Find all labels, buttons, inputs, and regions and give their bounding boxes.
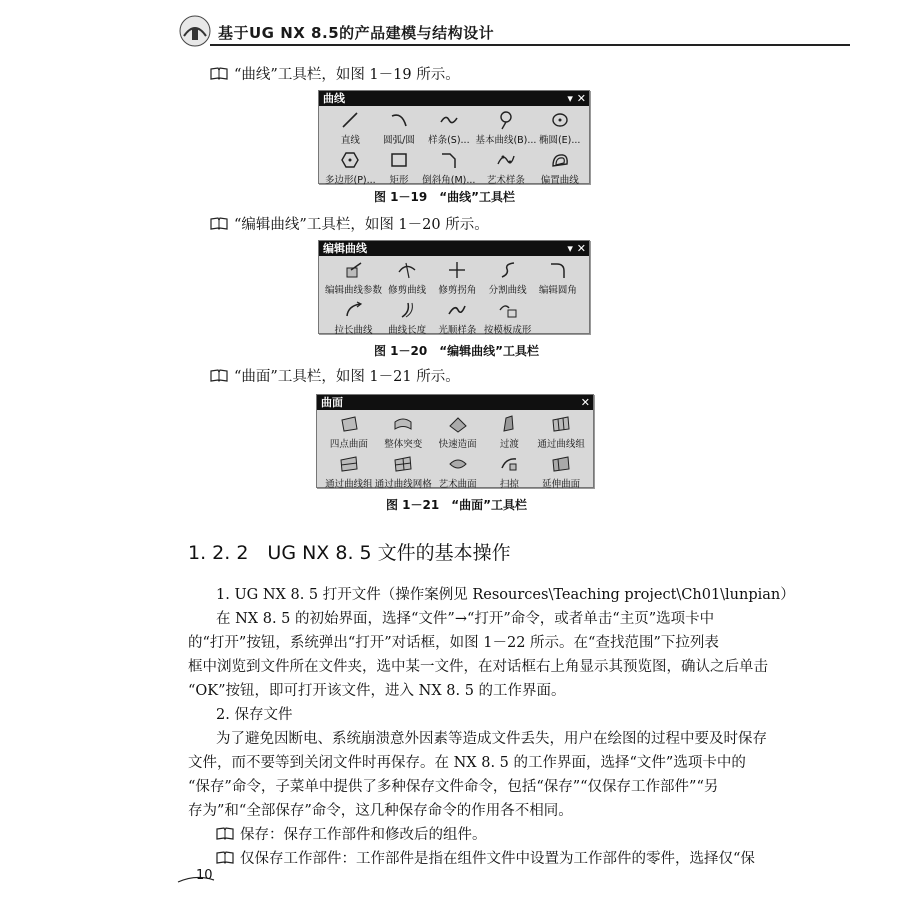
transition-icon — [498, 414, 520, 434]
figure-caption-1-19: 图 1－19 “曲线”工具栏 — [374, 190, 516, 204]
tool-line[interactable]: 直线 — [325, 110, 376, 146]
swept-icon — [498, 454, 520, 474]
rapid-surfacing-icon — [447, 414, 469, 434]
section-heading: 1. 2. 2 UG NX 8. 5 文件的基本操作 — [188, 542, 511, 564]
intro-edit-line — [210, 216, 489, 234]
paragraph-line: 文件，而不要等到关闭文件时再保存。在 NX 8. 5 的工作界面，选择“文件”选项卡中的 — [188, 755, 746, 771]
curve-mesh-icon — [392, 454, 414, 474]
tool-rectangle[interactable]: 矩形 — [376, 150, 423, 186]
edit-curve-toolbar — [318, 240, 590, 334]
tool-curve-length[interactable]: 曲线长度 — [382, 300, 432, 336]
bullet-save: 保存：保存工作部件和修改后的组件。 — [216, 826, 487, 844]
close-icon[interactable]: ▾ ✕ — [567, 92, 586, 105]
book-icon — [216, 827, 234, 840]
book-icon — [210, 67, 228, 80]
paragraph-line: “保存”命令，子菜单中提供了多种保存文件命令，包括“保存”“仅保存工作部件”“另 — [188, 779, 719, 795]
rectangle-icon — [388, 150, 410, 170]
book-icon — [210, 217, 228, 230]
paragraph-line: 在 NX 8. 5 的初始界面，选择“文件”→“打开”命令，或者单击“主页”选项卡中 — [216, 611, 715, 627]
tool-shape-by-template[interactable]: 按模板成形 — [483, 300, 533, 336]
tool-polygon[interactable]: 多边形(P)... — [325, 150, 376, 186]
book-logo-icon — [178, 14, 212, 48]
paragraph-line: 的“打开”按钮，系统弹出“打开”对话框，如图 1－22 所示。在“查找范围”下拉列表 — [188, 635, 719, 651]
tool-four-point-surface[interactable]: 四点曲面 — [323, 414, 375, 450]
through-curves-icon — [550, 414, 572, 434]
trim-curve-icon — [396, 260, 418, 280]
close-icon[interactable]: ▾ ✕ — [567, 242, 586, 255]
page-number: 10 — [196, 868, 213, 883]
intro-curve-line — [210, 66, 460, 84]
tool-through-curves-2[interactable]: 通过曲线组 — [323, 454, 375, 490]
stretch-curve-icon — [343, 300, 365, 320]
figure-caption-1-21: 图 1－21 “曲面”工具栏 — [386, 498, 528, 512]
tool-spline[interactable]: 样条(S)... — [422, 110, 475, 146]
extend-surface-icon — [550, 454, 572, 474]
surface-toolbar-title: 曲面 — [321, 396, 343, 409]
x-form-icon — [392, 414, 414, 434]
paragraph-line: 为了避免因断电、系统崩溃意外因素等造成文件丢失，用户在绘图的过程中要及时保存 — [216, 731, 767, 747]
tool-basic-curve[interactable]: 基本曲线(B)... — [475, 110, 536, 146]
header-title: 基于UG NX 8.5的产品建模与结构设计 — [218, 24, 495, 42]
tool-chamfer[interactable]: 倒斜角(M)... — [422, 150, 475, 186]
tool-edit-curve-params[interactable]: 编辑曲线参数 — [325, 260, 382, 296]
surface-toolbar — [316, 394, 594, 488]
intro-edit-text: “编辑曲线”工具栏，如图 1－20 所示。 — [234, 217, 489, 233]
figure-caption-1-20: 图 1－20 “编辑曲线”工具栏 — [374, 344, 540, 358]
paragraph-line: “OK”按钮，即可打开该文件，进入 NX 8. 5 的工作界面。 — [188, 683, 566, 699]
tool-ellipse[interactable]: 椭圆(E)... — [536, 110, 583, 146]
through-curves-icon — [338, 454, 360, 474]
paragraph-line: 存为”和“全部保存”命令，这几种保存命令的作用各不相同。 — [188, 803, 573, 819]
subheading-open-file: 1. UG NX 8. 5 打开文件（操作案例见 Resources\Teaching project\Ch01\lunpian） — [216, 587, 795, 603]
basic-curve-icon — [495, 110, 517, 130]
book-icon — [216, 851, 234, 864]
tool-transition[interactable]: 过渡 — [484, 414, 536, 450]
close-icon[interactable]: ✕ — [580, 396, 590, 409]
tool-extend-surface[interactable]: 延伸曲面 — [535, 454, 587, 490]
header-rule — [210, 44, 850, 46]
tool-offset-curve[interactable]: 偏置曲线 — [536, 150, 583, 186]
divide-curve-icon — [497, 260, 519, 280]
spline-icon — [438, 110, 460, 130]
tool-arc[interactable]: 圆弧/圆 — [376, 110, 423, 146]
tool-rapid-surfacing[interactable]: 快速造面 — [432, 414, 484, 450]
tool-divide-curve[interactable]: 分割曲线 — [483, 260, 533, 296]
trim-corner-icon — [446, 260, 468, 280]
tool-through-curve-mesh[interactable]: 通过曲线网格 — [375, 454, 432, 490]
tool-through-curves[interactable]: 通过曲线组 — [535, 414, 587, 450]
ellipse-icon — [549, 110, 571, 130]
edit-params-icon — [343, 260, 365, 280]
shape-template-icon — [497, 300, 519, 320]
tool-x-form[interactable]: 整体突变 — [375, 414, 432, 450]
edit-fillet-icon — [547, 260, 569, 280]
curve-toolbar-title: 曲线 — [323, 92, 345, 105]
intro-curve-text: “曲线”工具栏，如图 1－19 所示。 — [234, 67, 460, 83]
tool-stretch-curve[interactable]: 拉长曲线 — [325, 300, 382, 336]
arc-icon — [388, 110, 410, 130]
line-icon — [339, 110, 361, 130]
intro-surface-line — [210, 368, 460, 386]
tool-studio-spline[interactable]: 艺术样条 — [475, 150, 536, 186]
bullet-save-work-part: 仅保存工作部件：工作部件是指在组件文件中设置为工作部件的零件，选择仅“保 — [216, 850, 755, 868]
tool-swept[interactable]: 扫掠 — [484, 454, 536, 490]
intro-surface-text: “曲面”工具栏，如图 1－21 所示。 — [234, 369, 460, 385]
tool-trim-curve[interactable]: 修剪曲线 — [382, 260, 432, 296]
tool-edit-fillet[interactable]: 编辑圆角 — [533, 260, 583, 296]
tool-smooth-spline[interactable]: 光顺样条 — [432, 300, 482, 336]
studio-surface-icon — [447, 454, 469, 474]
curve-length-icon — [396, 300, 418, 320]
four-point-surface-icon — [338, 414, 360, 434]
tool-trim-corner[interactable]: 修剪拐角 — [432, 260, 482, 296]
tool-studio-surface[interactable]: 艺术曲面 — [432, 454, 484, 490]
curve-toolbar — [318, 90, 590, 184]
smooth-spline-icon — [446, 300, 468, 320]
chamfer-icon — [438, 150, 460, 170]
edit-curve-toolbar-title: 编辑曲线 — [323, 242, 367, 255]
book-icon — [210, 369, 228, 382]
polygon-icon — [339, 150, 361, 170]
subheading-save-file: 2. 保存文件 — [216, 707, 293, 723]
offset-curve-icon — [549, 150, 571, 170]
paragraph-line: 框中浏览到文件所在文件夹，选中某一文件，在对话框右上角显示其预览图，确认之后单击 — [188, 659, 768, 675]
studio-spline-icon — [495, 150, 517, 170]
